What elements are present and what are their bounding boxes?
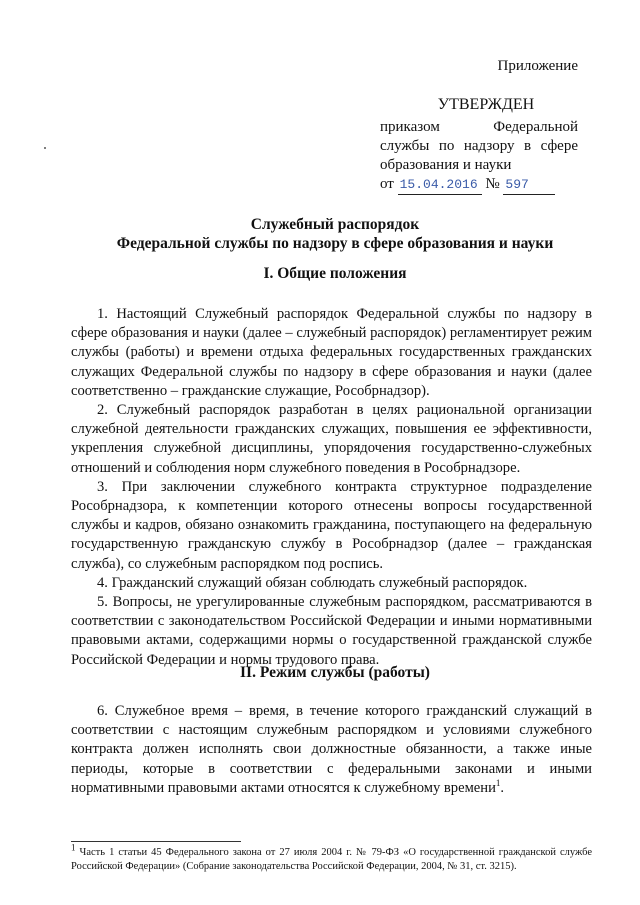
footnote-ref: 1: [495, 777, 501, 788]
paragraph-1: 1. Настоящий Служебный распорядок Федеральной службы по надзору в сфере образования и науки (далее – служебный распорядок) регламентирует режим службы (работы) и времени отдыха федеральных государственных гражданских служащих Федеральной службы по надзору в сфере образования и науки (далее соответственно – гражданские служащие, Рособрнадзор).: [71, 306, 592, 399]
approved-stamp-text: УТВЕРЖДЕН: [437, 96, 535, 113]
footnote-divider: [71, 841, 241, 842]
order-line: [380, 175, 578, 195]
paragraph-2: 2. Служебный распорядок разработан в целях рациональной организации служебной деятельности гражданских служащих, повышения ее эффективности, укрепления служебной дисциплины, упорядочения государственно-служебных отношений и соблюдения норм служебного поведения в Рособрнадзоре.: [71, 402, 592, 476]
title-line-2: Федеральной службы по надзору в сфере образования и науки: [116, 235, 554, 252]
footnote: [71, 842, 593, 873]
section-2-body: [71, 702, 592, 798]
paragraph-6: 6. Служебное время – время, в течение которого гражданский служащий в соответствии с настоящим служебным распорядком и условиями служебного контракта должен исполнять свои должностные обязанности, а также иные периоды, которые в соответствии с федеральными законами и иными нормативными правовыми актами относятся к служебному времени$^1$.: [71, 703, 592, 796]
scan-speck: [44, 147, 46, 149]
section-1-body: [71, 305, 592, 670]
title-line-1: Служебный распорядок: [250, 216, 420, 233]
footnote-text: Часть 1 статьи 45 Федерального закона от 27 июля 2004 г. № 79-ФЗ «О государственной гражданской службе Российской Федерации» (Собрание законодательства Российской Федерации, 2004, № 31, ст. 3215).: [71, 847, 593, 872]
paragraph-4: 4. Гражданский служащий обязан соблюдать служебный распорядок.: [97, 574, 528, 591]
paragraph-5: 5. Вопросы, не урегулированные служебным распорядком, рассматриваются в соответствии с законодательством Российской Федерации и иными нормативными правовыми актами, содержащими нормы о государственной гражданской службе Российской Федерации и нормы трудового права.: [71, 594, 592, 668]
order-number: 597: [503, 175, 555, 195]
number-prefix: №: [485, 176, 500, 192]
document-title: [60, 215, 610, 253]
order-date: 15.04.2016: [398, 175, 482, 195]
appendix-label: Приложение: [497, 58, 578, 74]
paragraph-3: 3. При заключении служебного контракта структурное подразделение Рособрнадзора, к компетенции которого отнесены вопросы государственной службы и кадров, обязано ознакомить гражданина, поступающего на федеральную государственную гражданскую службу в Рособрнадзор (далее – гражданская служба), со служебным распорядком под роспись.: [71, 478, 592, 572]
date-prefix: от: [380, 176, 394, 192]
section-2-heading: II. Режим службы (работы): [240, 664, 430, 681]
section-1-heading: I. Общие положения: [263, 265, 407, 282]
paragraph-6-text: 6. Служебное время – время, в течение которого гражданский служащий в соответствии с настоящим служебным распорядком и условиями служебного контракта должен исполнять свои должностные обязанности, а также иные периоды, которые в соответствии с федеральными законами и иными нормативными правовыми актами относятся к служебному времени: [71, 703, 592, 796]
footnote-mark: 1: [71, 842, 76, 853]
approval-block: [380, 95, 578, 195]
approval-text: приказом Федеральной службы по надзору в сфере образования и науки: [380, 119, 578, 173]
